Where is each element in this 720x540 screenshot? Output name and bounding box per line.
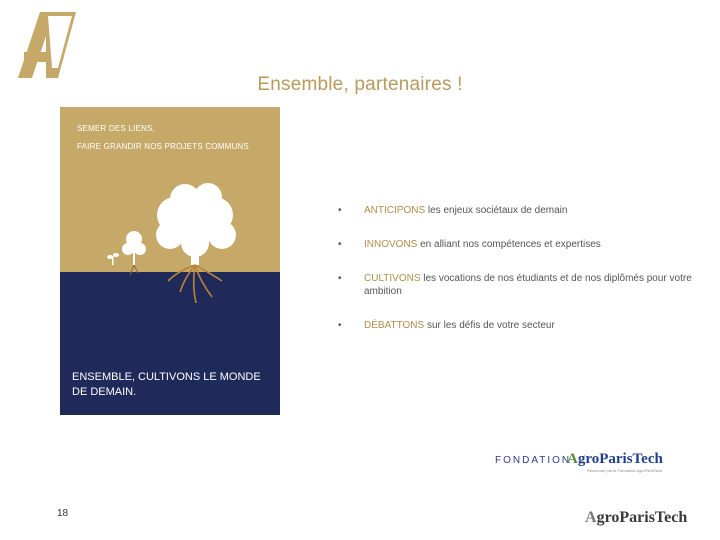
- list-item: [338, 238, 698, 251]
- agroparistech-a-logo-icon: [18, 12, 76, 78]
- bullet-icon: •: [338, 273, 342, 284]
- bullet-text: les enjeux sociétaux de demain: [425, 205, 568, 216]
- bullet-text: en alliant nos compétences et expertises: [417, 239, 601, 250]
- bullet-icon: •: [338, 320, 342, 331]
- page-number: 18: [57, 508, 69, 519]
- list-item: [338, 272, 698, 298]
- bullet-text: sur les défis de votre secteur: [424, 320, 555, 331]
- fondation-subtitle: Reconnue par le Fondation AgroParisTech: [587, 468, 663, 473]
- fondation-brand: [567, 451, 663, 468]
- footer-logo-a: A: [585, 509, 597, 526]
- bullet-icon: •: [338, 239, 342, 250]
- bullet-keyword: ANTICIPONS: [364, 205, 426, 216]
- fondation-brand-a: A: [567, 451, 578, 467]
- bullet-keyword: INNOVONS: [364, 239, 418, 250]
- tree-illustration-icon: [100, 177, 260, 317]
- bullet-list: [338, 204, 698, 332]
- fondation-logo: [495, 448, 675, 476]
- poster-line-2: FAIRE GRANDIR NOS PROJETS COMMUNS: [77, 142, 249, 151]
- poster-tagline: ENSEMBLE, CULTIVONS LE MONDE DE DEMAIN.: [72, 371, 261, 398]
- fondation-brand-rest: groParisTech: [577, 451, 663, 467]
- list-item: [338, 319, 698, 332]
- bullet-keyword: CULTIVONS: [364, 273, 421, 284]
- poster-image: [60, 107, 280, 415]
- bullet-icon: •: [338, 205, 342, 216]
- slide-title: Ensemble, partenaires !: [257, 74, 463, 95]
- bullet-text: les vocations de nos étudiants et de nos diplômés pour votre ambition: [364, 273, 692, 297]
- footer-logo: [585, 509, 687, 527]
- bullet-keyword: DÉBATTONS: [364, 320, 425, 331]
- footer-logo-rest: groParisTech: [596, 509, 688, 526]
- list-item: [338, 204, 698, 217]
- fondation-prefix: FONDATION: [495, 455, 572, 466]
- poster-line-1: SEMER DES LIENS,: [77, 124, 155, 133]
